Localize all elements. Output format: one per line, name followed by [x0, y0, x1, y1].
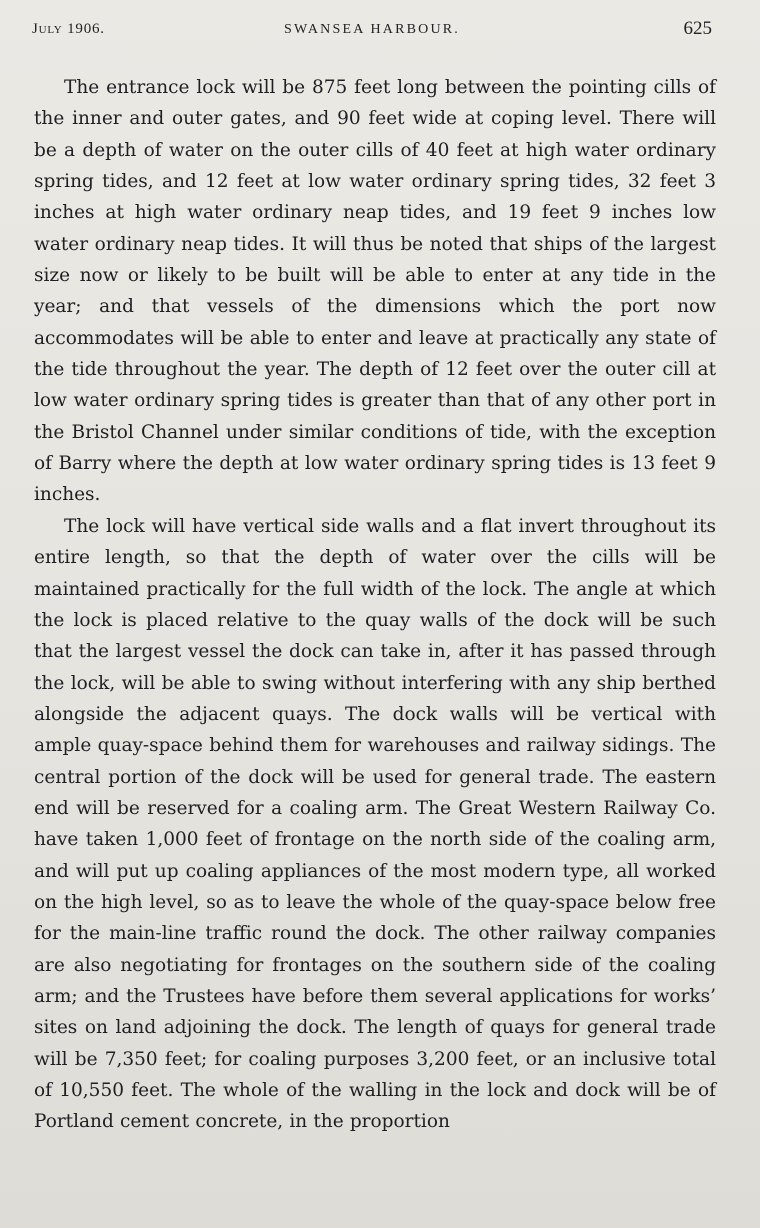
- running-head: [32, 18, 712, 48]
- body-text: [34, 72, 716, 1138]
- paragraph-lock-walls: The lock will have vertical side walls and a flat invert throughout its entire length, so that the depth of water over the cills will be maintained practically for the full width of the lock. The angle at which the lock is placed relative to the quay walls of the dock will be such that the largest vessel the dock can take in, after it has passed through the lock, will be able to swing without interfering with any ship berthed alongside the adjacent quays. The dock walls will be vertical with ample quay-space behind them for warehouses and railway sidings. The central portion of the dock will be used for general trade. The eastern end will be reserved for a coaling arm. The Great Western Railway Co. have taken 1,000 feet of frontage on the north side of the coaling arm, and will put up coaling appliances of the most modern type, all worked on the high level, so as to leave the whole of the quay-space below free for the main-line traffic round the dock. The other railway companies are also negotiating for frontages on the southern side of the coaling arm; and the Trustees have before them several applications for works’ sites on land adjoining the dock. The length of quays for general trade will be 7,350 feet; for coaling purposes 3,200 feet, or an inclusive total of 10,550 feet. The whole of the walling in the lock and dock will be of Portland cement concrete, in the proportion: [34, 515, 716, 1133]
- paragraph-entrance-lock: The entrance lock will be 875 feet long between the pointing cills of the inner and outer gates, and 90 feet wide at coping level. There will be a depth of water on the outer cills of 40 feet at high water ordinary spring tides, and 12 feet at low water ordinary spring tides, 32 feet 3 inches at high water ordinary neap tides, and 19 feet 9 inches low water ordinary neap tides. It will thus be noted that ships of the largest size now or likely to be built will be able to enter at any tide in the year; and that vessels of the dimensions which the port now accommodates will be able to enter and leave at practically any state of the tide throughout the year. The depth of 12 feet over the outer cill at low water ordinary spring tides is greater than that of any other port in the Bristol Channel under similar conditions of tide, with the exception of Barry where the depth at low water ordinary spring tides is 13 feet 9 inches.: [34, 77, 716, 506]
- header-title: SWANSEA HARBOUR.: [284, 22, 460, 37]
- header-date: July 1906.: [32, 21, 105, 37]
- page-number: 625: [683, 18, 712, 39]
